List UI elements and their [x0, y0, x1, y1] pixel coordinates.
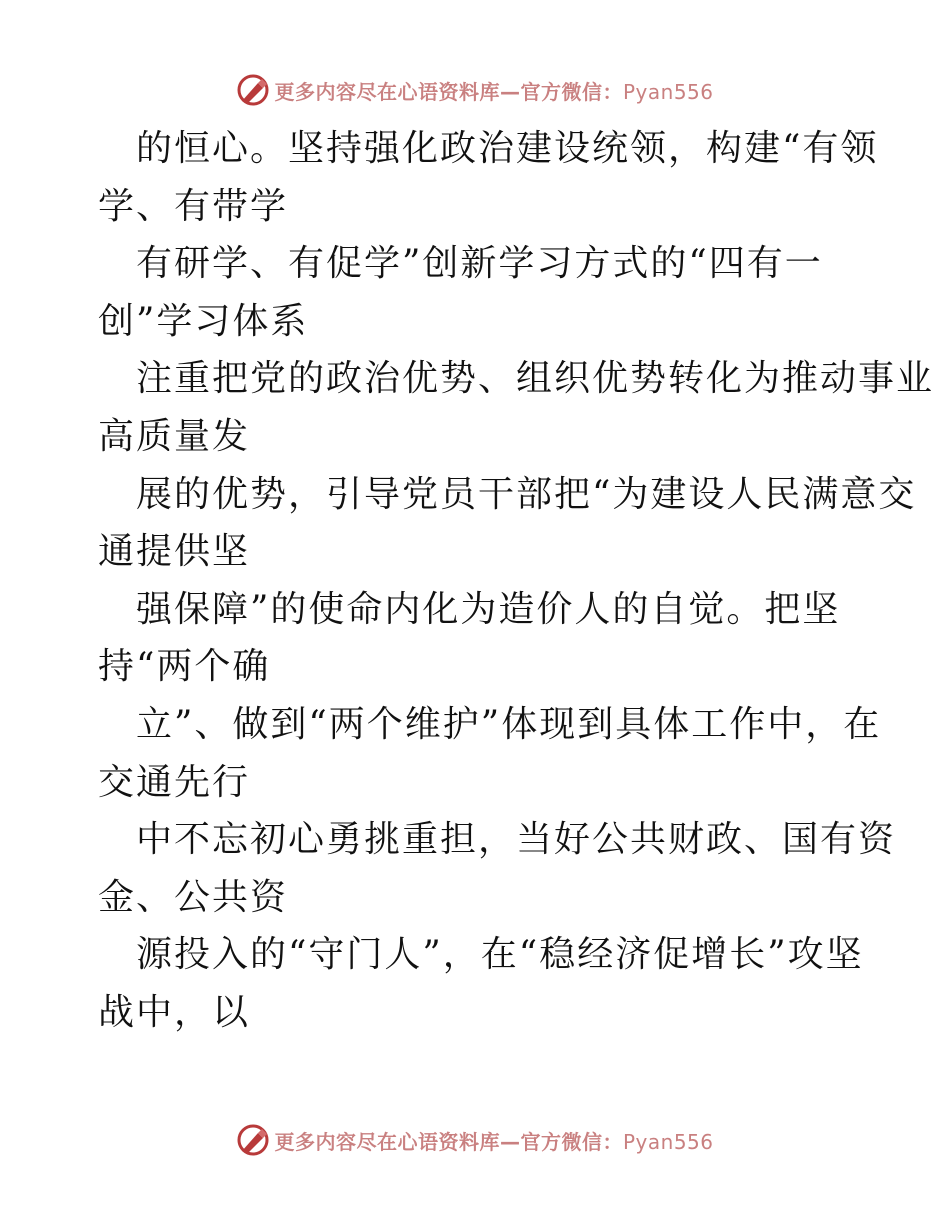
pen-logo-icon — [236, 1123, 270, 1157]
body-line: 交通先行 — [98, 761, 251, 803]
footer-watermark-banner — [0, 1120, 950, 1160]
document-body — [98, 120, 935, 1042]
body-line: 战中，以 — [98, 991, 251, 1033]
body-line: 通提供坚 — [98, 531, 251, 573]
body-line: 高质量发 — [98, 415, 251, 457]
footer-wechat-id: Pyan556 — [622, 1129, 714, 1154]
body-line: 强保障”的使命内化为造价人的自觉。把坚 — [136, 588, 841, 630]
footer-banner-text — [274, 1126, 713, 1155]
body-line: 注重把党的政治优势、组织优势转化为推动事业 — [136, 358, 935, 400]
footer-banner-label: 更多内容尽在心语资料库—官方微信： — [274, 1129, 623, 1154]
pen-logo-icon — [236, 73, 270, 107]
body-line: 中不忘初心勇挑重担，当好公共财政、国有资 — [136, 819, 897, 861]
body-line: 的恒心。坚持强化政治建设统领，构建“有领 — [136, 128, 879, 169]
header-banner-label: 更多内容尽在心语资料库—官方微信： — [274, 79, 623, 104]
header-wechat-id: Pyan556 — [622, 79, 714, 104]
body-line: 展的优势，引导党员干部把“为建设人民满意交 — [136, 473, 917, 515]
body-line: 金、公共资 — [98, 876, 289, 918]
header-watermark-banner — [0, 70, 950, 110]
body-line: 持“两个确 — [98, 646, 271, 688]
body-line: 有研学、有促学”创新学习方式的“四有一 — [136, 243, 823, 285]
body-line: 学、有带学 — [98, 185, 289, 227]
body-line: 创”学习体系 — [98, 300, 309, 342]
body-line: 立”、做到“两个维护”体现到具体工作中，在 — [136, 703, 882, 745]
header-banner-text — [274, 76, 713, 105]
body-line: 源投入的“守门人”，在“稳经济促增长”攻坚 — [136, 934, 864, 976]
